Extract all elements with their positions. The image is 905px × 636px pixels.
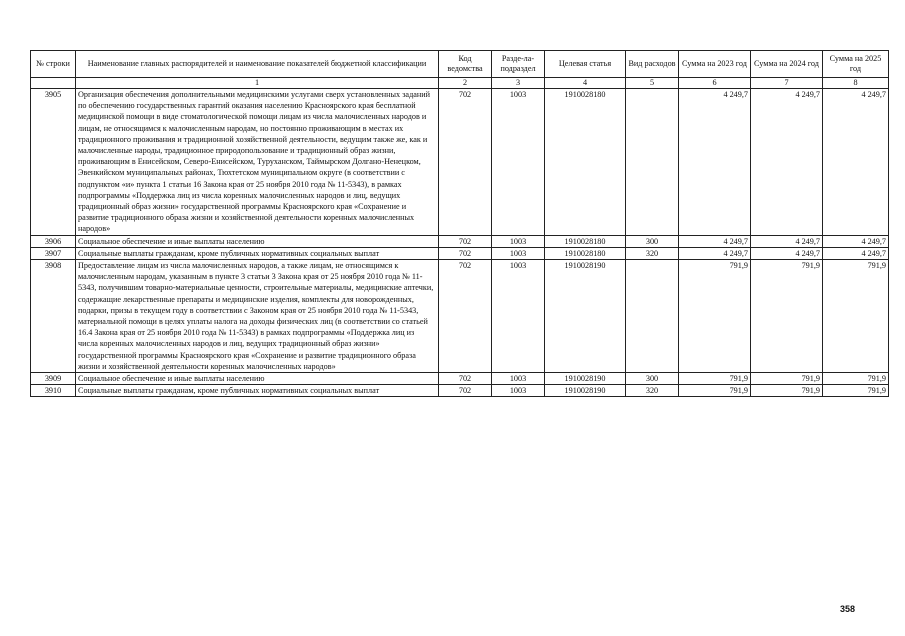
row-target-item: 1910028190 [545, 385, 626, 397]
header-department-code: Код ведомства [439, 51, 492, 78]
row-section: 1003 [492, 89, 545, 236]
header-name: Наименование главных распорядителей и наименование показателей бюджетной классификации [76, 51, 439, 78]
row-department-code: 702 [439, 373, 492, 385]
column-index: 6 [679, 78, 751, 89]
row-target-item: 1910028180 [545, 247, 626, 259]
row-name: Организация обеспечения дополнительными медицинскими услугами сверх установленных заданий по обеспечению государственных гарантий оказания населению Красноярского края бесплатной медицинской помощи в виде стоматологической помощи лицам из числа малочисленных народов и лицам, не относящимся к малочисленным народам, но постоянно проживающим в местах их традиционного проживания и традиционной хозяйственной деятельности, ведущим также же, как и малочисленные народы, традиционное природопользование и традиционный образ жизни, проживающим в Енисейском, Северо-Енисейском, Туруханском, Таймырском Долгано-Ненецком, Эвенкийском муниципальных районах, Тюхтетском муниципальном округе (в соответствии с подпунктом «и» пункта 1 статьи 16 Закона края от 25 ноября 2010 года № 11-5343), в рамках подпрограммы «Поддержка лиц из числа коренных малочисленных народов и лиц, ведущих традиционный образ жизни» государственной программы Красноярского края «Сохранение и развитие традиционного образа жизни и хозяйственной деятельности коренных малочисленных народов» [76, 89, 439, 236]
row-sum-2023: 4 249,7 [679, 235, 751, 247]
row-expense-type: 300 [626, 373, 679, 385]
row-name: Социальные выплаты гражданам, кроме публичных нормативных социальных выплат [76, 385, 439, 397]
row-expense-type: 320 [626, 247, 679, 259]
row-sum-2024: 4 249,7 [751, 247, 823, 259]
header-expense-type: Вид расходов [626, 51, 679, 78]
row-section: 1003 [492, 373, 545, 385]
row-number: 3908 [31, 260, 76, 373]
row-sum-2024: 4 249,7 [751, 89, 823, 236]
header-target-item: Целевая статья [545, 51, 626, 78]
row-sum-2025: 791,9 [823, 260, 889, 373]
row-sum-2024: 791,9 [751, 385, 823, 397]
row-name: Предоставление лицам из числа малочисленных народов, а также лицам, не относящимся к малочисленным народам, указанным в пункте 3 статьи 3 Закона края от 25 ноября 2010 года № 11-5343, получившим товарно-материальные ценности, строительные материалы, медицинские аптечки, содержащие лекарственные препараты и медицинские изделия, комплекты для новорожденных, подарки, призы в текущем году в соответствии с Законом края от 25 ноября 2010 года № 11-5343, материальной помощи в целях уплаты налога на доходы физических лиц (в соответствии со статьей 16.4 Закона края от 25 ноября 2010 года № 11-5343) в рамках подпрограммы «Поддержка лиц из числа коренных малочисленных народов и лиц, ведущих традиционный образ жизни» государственной программы Красноярского края «Сохранение и развитие традиционного образа жизни и хозяйственной деятельности коренных малочисленных народов» [76, 260, 439, 373]
column-index-row [31, 78, 889, 89]
table-row [31, 89, 889, 236]
row-name: Социальное обеспечение и иные выплаты населению [76, 235, 439, 247]
row-department-code: 702 [439, 385, 492, 397]
table-row [31, 385, 889, 397]
header-sum-2024: Сумма на 2024 год [751, 51, 823, 78]
table-header-row [31, 51, 889, 78]
row-sum-2025: 4 249,7 [823, 247, 889, 259]
column-index: 7 [751, 78, 823, 89]
row-name: Социальные выплаты гражданам, кроме публичных нормативных социальных выплат [76, 247, 439, 259]
column-index: 4 [545, 78, 626, 89]
page-number: 358 [840, 604, 856, 614]
column-index: 5 [626, 78, 679, 89]
column-index: 8 [823, 78, 889, 89]
row-department-code: 702 [439, 89, 492, 236]
budget-table-sheet [30, 50, 888, 397]
header-row-number: № строки [31, 51, 76, 78]
table-row [31, 247, 889, 259]
row-expense-type: 320 [626, 385, 679, 397]
row-sum-2024: 791,9 [751, 260, 823, 373]
column-index: 2 [439, 78, 492, 89]
column-index: 1 [76, 78, 439, 89]
row-sum-2023: 791,9 [679, 373, 751, 385]
row-target-item: 1910028190 [545, 260, 626, 373]
row-target-item: 1910028190 [545, 373, 626, 385]
column-index [31, 78, 76, 89]
row-section: 1003 [492, 247, 545, 259]
row-number: 3905 [31, 89, 76, 236]
row-number: 3907 [31, 247, 76, 259]
row-sum-2024: 791,9 [751, 373, 823, 385]
row-section: 1003 [492, 235, 545, 247]
row-sum-2023: 4 249,7 [679, 89, 751, 236]
row-sum-2023: 4 249,7 [679, 247, 751, 259]
row-expense-type: 300 [626, 235, 679, 247]
header-sum-2025: Сумма на 2025 год [823, 51, 889, 78]
row-target-item: 1910028180 [545, 89, 626, 236]
row-sum-2023: 791,9 [679, 385, 751, 397]
row-sum-2024: 4 249,7 [751, 235, 823, 247]
row-sum-2025: 4 249,7 [823, 89, 889, 236]
row-section: 1003 [492, 260, 545, 373]
row-target-item: 1910028180 [545, 235, 626, 247]
table-row [31, 373, 889, 385]
row-sum-2025: 791,9 [823, 385, 889, 397]
table-row [31, 260, 889, 373]
row-sum-2023: 791,9 [679, 260, 751, 373]
column-index: 3 [492, 78, 545, 89]
row-department-code: 702 [439, 260, 492, 373]
row-expense-type [626, 89, 679, 236]
row-sum-2025: 4 249,7 [823, 235, 889, 247]
row-section: 1003 [492, 385, 545, 397]
row-sum-2025: 791,9 [823, 373, 889, 385]
row-department-code: 702 [439, 247, 492, 259]
header-section: Разде-ла-подраздел [492, 51, 545, 78]
row-number: 3906 [31, 235, 76, 247]
table-row [31, 235, 889, 247]
row-department-code: 702 [439, 235, 492, 247]
budget-table [30, 50, 889, 397]
row-number: 3909 [31, 373, 76, 385]
row-expense-type [626, 260, 679, 373]
row-number: 3910 [31, 385, 76, 397]
row-name: Социальное обеспечение и иные выплаты населению [76, 373, 439, 385]
header-sum-2023: Сумма на 2023 год [679, 51, 751, 78]
